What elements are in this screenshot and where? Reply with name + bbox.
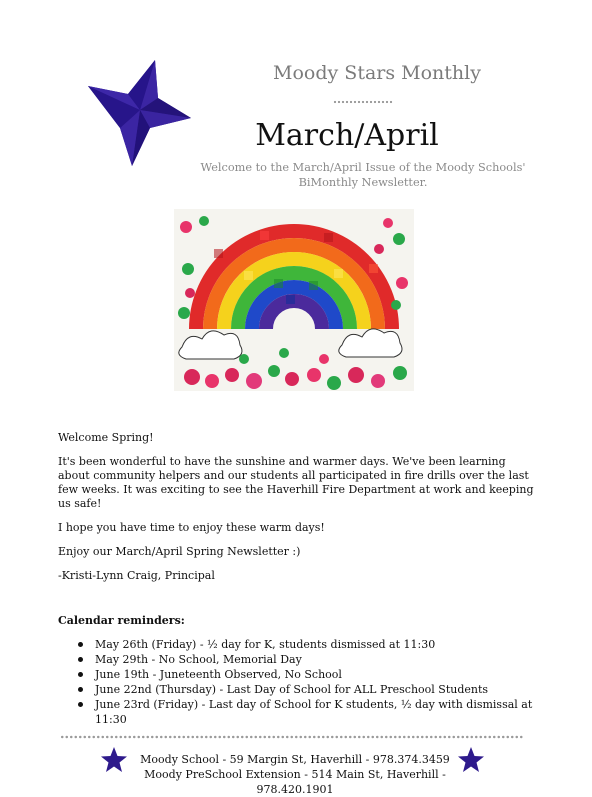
calendar-item-text: May 26th (Friday) - ½ day for K, students dismissed at 11:30 <box>95 638 436 651</box>
letter-paragraph: Enjoy our March/April Spring Newsletter :) <box>58 545 301 558</box>
calendar-item <box>58 697 558 727</box>
letter-greeting: Welcome Spring! <box>58 431 154 444</box>
issue-title: March/April <box>255 118 439 153</box>
star-logo-icon <box>86 58 192 168</box>
letter-signature: -Kristi-Lynn Craig, Principal <box>58 569 215 582</box>
bullet-icon <box>78 702 83 707</box>
calendar-item-text: June 19th - Juneteenth Observed, No School <box>95 668 342 681</box>
calendar-item <box>58 652 558 667</box>
bullet-icon <box>78 687 83 692</box>
dotted-divider <box>333 100 393 104</box>
issue-welcome-text: Welcome to the March/April Issue of the Moody Schools' BiMonthly Newsletter. <box>200 161 526 189</box>
footer-address-line: Moody School - 59 Margin St, Haverhill - 978.374.3459 <box>140 753 450 766</box>
calendar-item <box>58 667 558 682</box>
calendar-item <box>58 682 558 697</box>
calendar-heading: Calendar reminders: <box>58 614 185 627</box>
calendar-item-text: June 22nd (Thursday) - Last Day of School for ALL Preschool Students <box>95 683 489 696</box>
footer-dotted-divider <box>60 735 524 739</box>
calendar-list <box>58 637 558 727</box>
newsletter-masthead: Moody Stars Monthly <box>273 62 481 84</box>
bullet-icon <box>78 657 83 662</box>
footer-contact <box>120 752 470 797</box>
bullet-icon <box>78 672 83 677</box>
footer-address-line: Moody PreSchool Extension - 514 Main St, Haverhill - 978.420.1901 <box>144 768 446 796</box>
principal-letter <box>58 431 534 593</box>
rainbow-artwork-image <box>174 209 414 391</box>
bullet-icon <box>78 642 83 647</box>
calendar-item <box>58 637 558 652</box>
calendar-item-text: June 23rd (Friday) - Last day of School for K students, ½ day with dismissal at 11:30 <box>95 698 533 726</box>
letter-paragraph: It's been wonderful to have the sunshine and warmer days. We've been learning about community helpers and our students all participated in fire drills over the last few weeks. It was exciting to see the Haverhill Fire Department at work and keeping us safe! <box>58 455 534 510</box>
star-icon <box>457 746 485 774</box>
letter-paragraph: I hope you have time to enjoy these warm days! <box>58 521 325 534</box>
calendar-item-text: May 29th - No School, Memorial Day <box>95 653 302 666</box>
